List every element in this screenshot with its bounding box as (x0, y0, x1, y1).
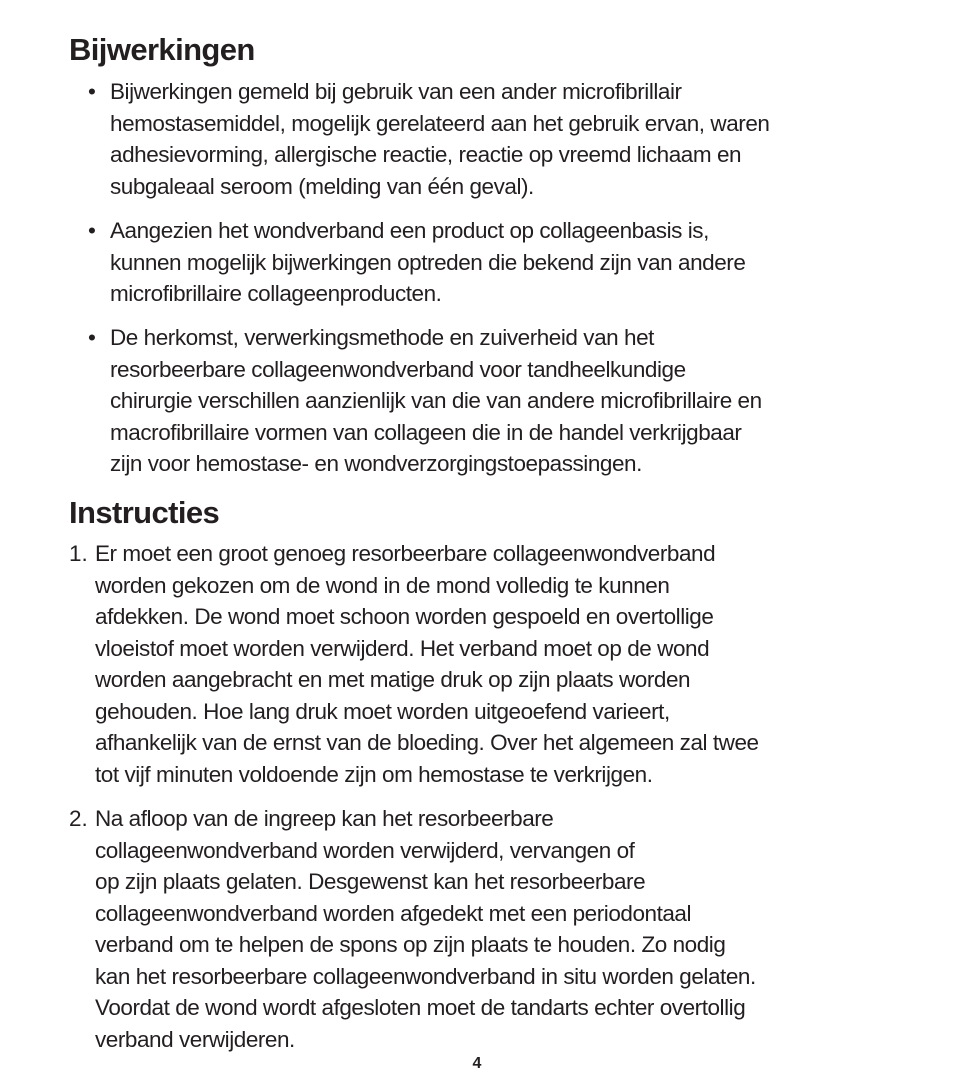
text-line: subgaleaal seroom (melding van één geval). (110, 173, 534, 199)
text-line: afdekken. De wond moet schoon worden gespoeld en overtollige (95, 604, 714, 629)
step-text (95, 803, 756, 1055)
text-line: vloeistof moet worden verwijderd. Het verband moet op de wond (95, 635, 710, 661)
instructions-heading: Instructies (69, 495, 220, 530)
text-line: resorbeerbare collageenwondverband voor tandheelkundige (110, 356, 686, 382)
text-line: kunnen mogelijk bijwerkingen optreden die bekend zijn van andere (110, 249, 746, 275)
text-line: Na afloop van de ingreep kan het resorbeerbare (95, 806, 554, 831)
text-line: verband om te helpen de spons op zijn plaats te houden. Zo nodig (95, 932, 726, 957)
text-line: zijn voor hemostase- en wondverzorgingstoepassingen. (110, 451, 642, 476)
bullet-marker: • (88, 79, 96, 104)
text-line: op zijn plaats gelaten. Desgewenst kan het resorbeerbare (95, 869, 646, 894)
text-line: macrofibrillaire vormen van collageen die in de handel verkrijgbaar (110, 419, 742, 445)
text-line: Voordat de wond wordt afgesloten moet de tandarts echter overtollig (95, 995, 746, 1020)
step-number: 1. (69, 541, 88, 566)
text-line: hemostasemiddel, mogelijk gerelateerd aan het gebruik ervan, waren (110, 110, 770, 136)
text-line: collageenwondverband worden afgedekt met een periodontaal (95, 900, 692, 926)
text-line: Aangezien het wondverband een product op collageenbasis is, (110, 218, 709, 243)
text-line: worden aangebracht en met matige druk op zijn plaats worden (95, 667, 691, 692)
text-line: tot vijf minuten voldoende zijn om hemostase te verkrijgen. (95, 761, 653, 787)
text-line: microfibrillaire collageenproducten. (110, 281, 442, 306)
text-line: worden gekozen om de wond in de mond volledig te kunnen (95, 572, 670, 598)
text-line: De herkomst, verwerkingsmethode en zuiverheid van het (110, 325, 654, 350)
page-number: 4 (472, 1055, 482, 1072)
text-line: chirurgie verschillen aanzienlijk van die van andere microfibrillaire en (110, 388, 762, 413)
bullet-text (110, 215, 745, 310)
step-text (95, 538, 759, 790)
bullet-text (110, 76, 769, 202)
step-number: 2. (69, 806, 88, 831)
bullet-text (110, 322, 762, 480)
text-line: adhesievorming, allergische reactie, reactie op vreemd lichaam en (110, 142, 742, 167)
text-line: Er moet een groot genoeg resorbeerbare collageenwondverband (95, 541, 716, 566)
text-line: verband verwijderen. (95, 1026, 295, 1052)
bullet-marker: • (88, 218, 96, 243)
text-line: collageenwondverband worden verwijderd, vervangen of (95, 837, 635, 863)
text-line: gehouden. Hoe lang druk moet worden uitgeoefend varieert, (95, 698, 670, 724)
text-line: afhankelijk van de ernst van de bloeding. Over het algemeen zal twee (95, 730, 759, 755)
side-effects-heading: Bijwerkingen (69, 32, 255, 67)
text-line: Bijwerkingen gemeld bij gebruik van een ander microfibrillair (110, 79, 682, 104)
text-line: kan het resorbeerbare collageenwondverband in situ worden gelaten. (95, 963, 756, 989)
bullet-marker: • (88, 325, 96, 350)
